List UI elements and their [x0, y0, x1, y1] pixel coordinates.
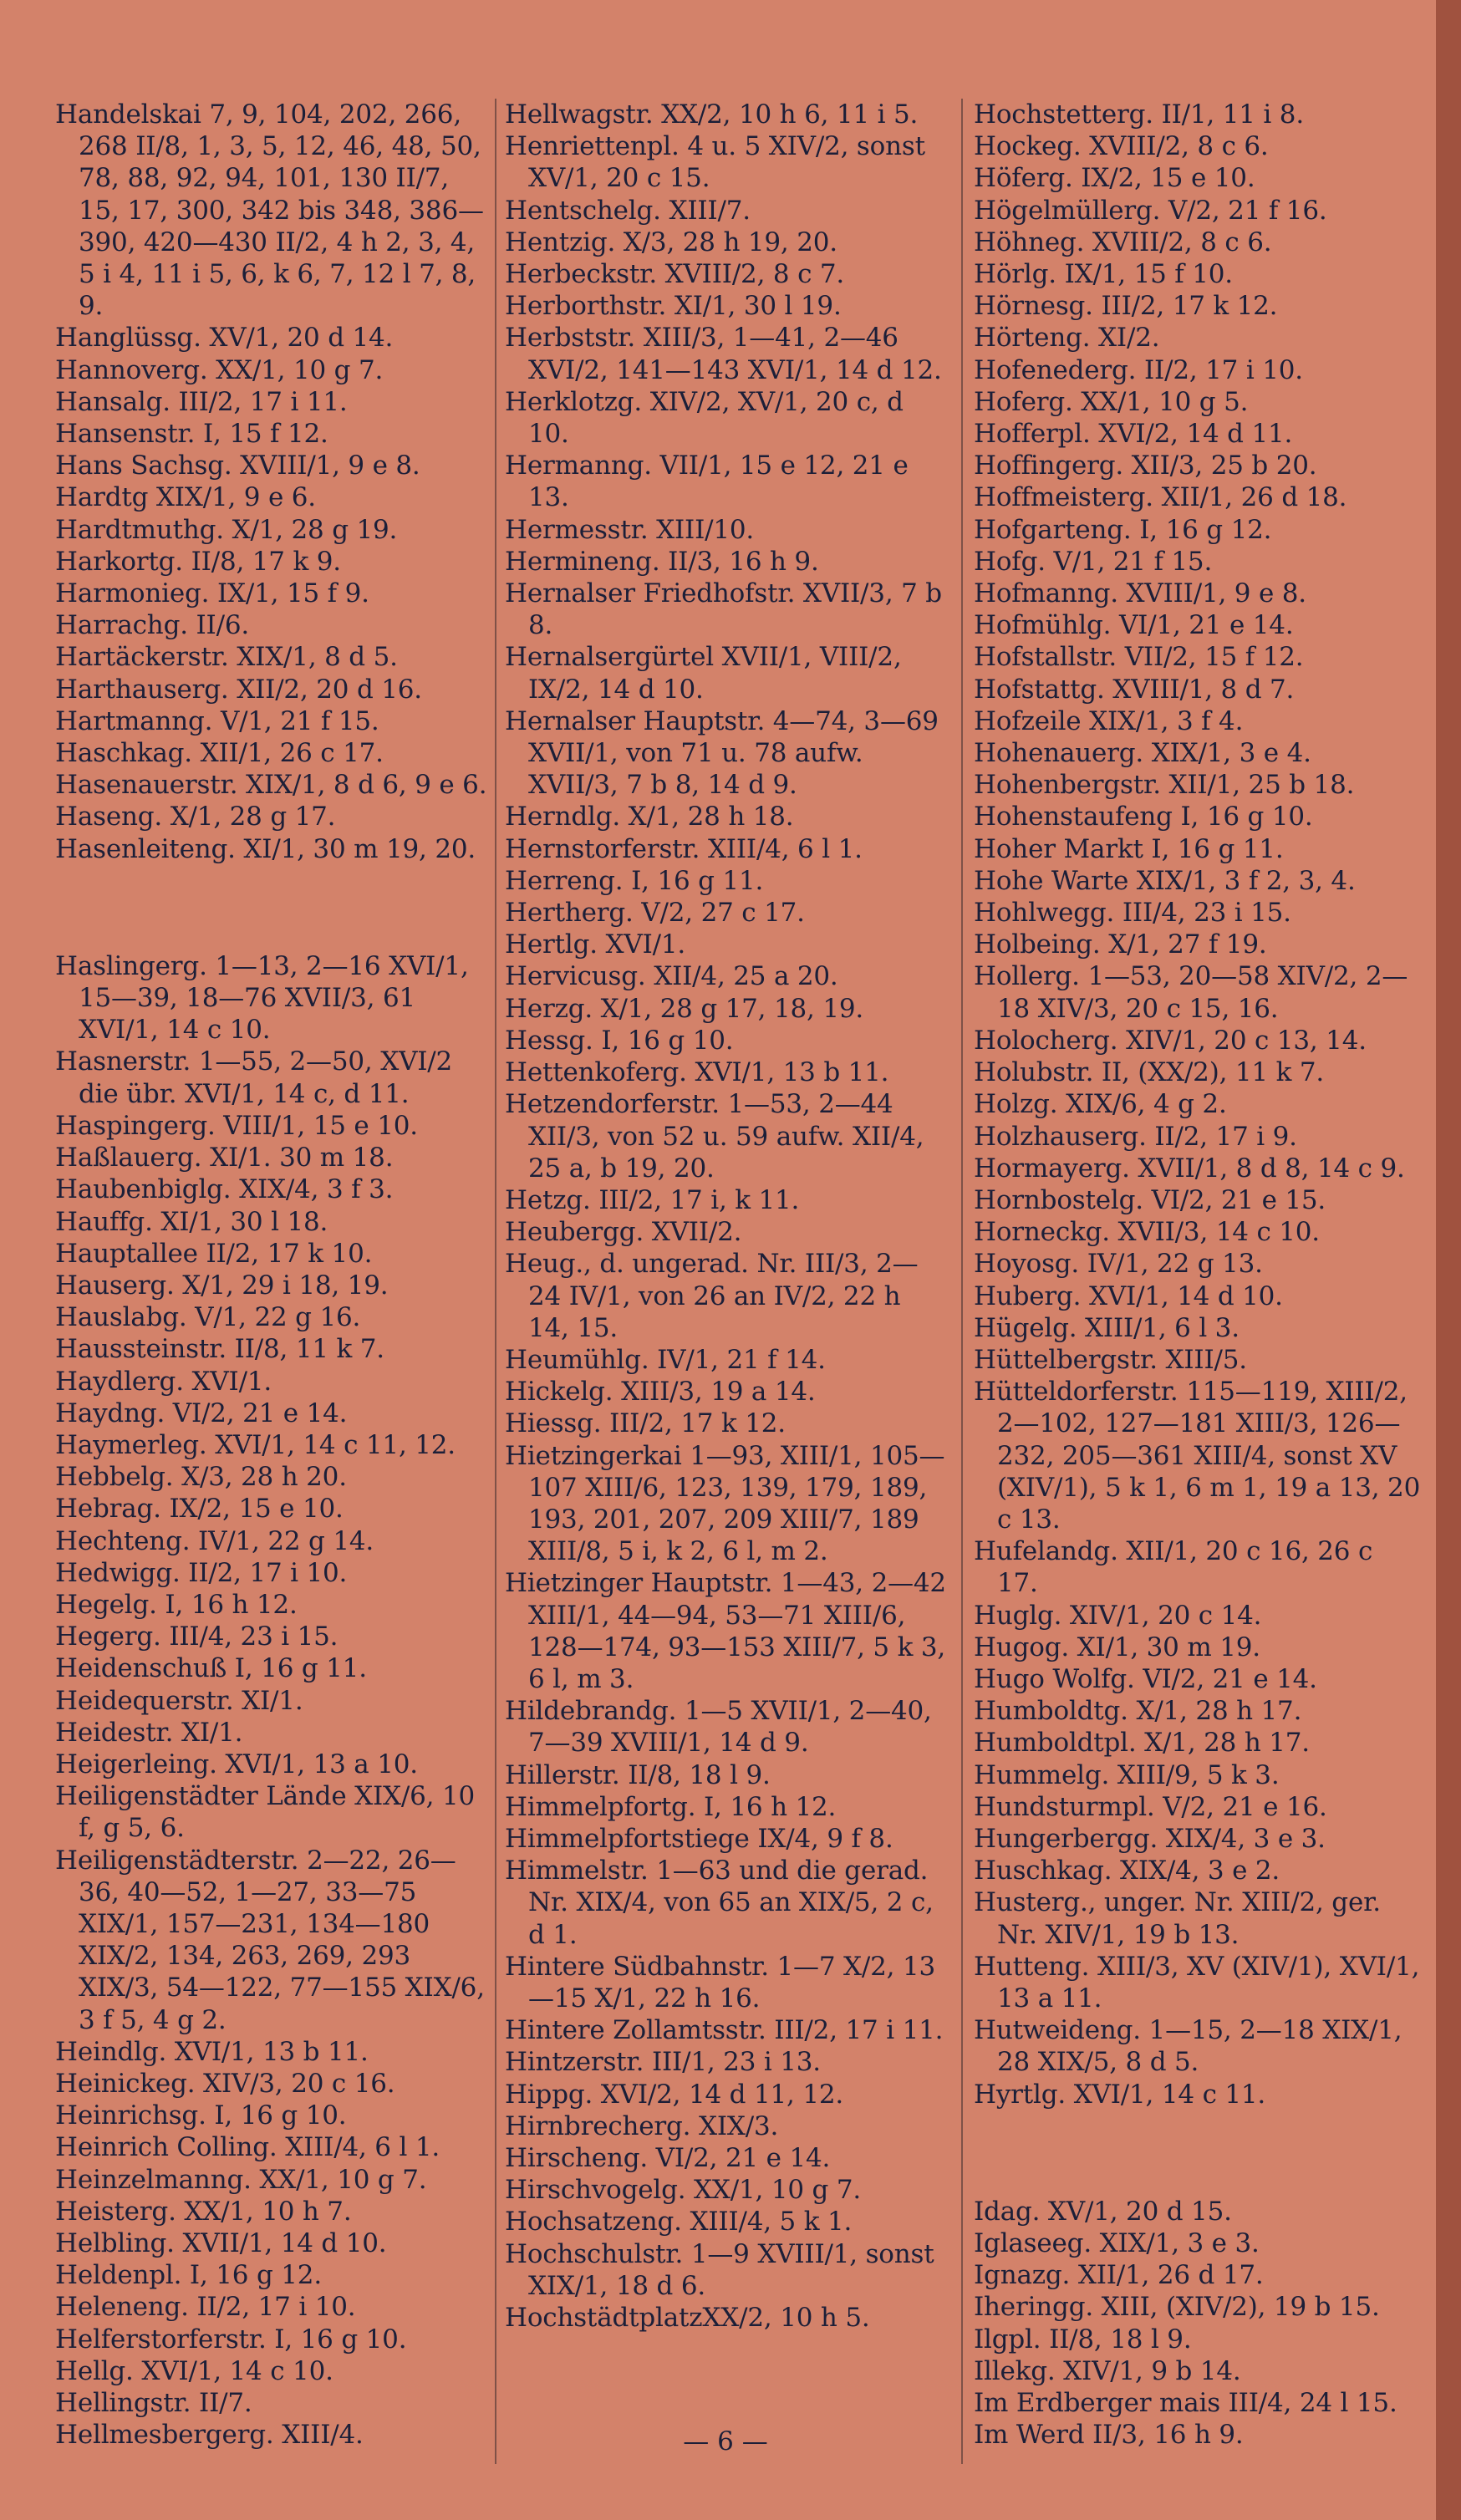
street-entry: Hentzig. X/3, 28 h 19, 20. [505, 227, 837, 257]
street-entry: Hardtg XIX/1, 9 e 6. [55, 482, 316, 513]
street-entry: Hechteng. IV/1, 22 g 14. [55, 1525, 374, 1556]
street-entry: Haymerleg. XVI/1, 14 c 11, 12. [55, 1429, 456, 1460]
street-entry: Hohe Warte XIX/1, 3 f 2, 3, 4. [974, 865, 1356, 896]
street-entry: Heug., d. ungerad. Nr. III/3, 2—24 IV/1, von 26 an IV/2, 22 h 14, 15. [505, 1249, 919, 1343]
street-entry: Heubergg. XVII/2. [505, 1217, 742, 1248]
street-entry: Hirschvogelg. XX/1, 10 g 7. [505, 2175, 862, 2206]
street-entry: Iheringg. XIII, (XIV/2), 19 b 15. [974, 2292, 1380, 2323]
street-entry: Hofstallstr. VII/2, 15 f 12. [974, 642, 1304, 673]
street-entry: Haydng. VI/2, 21 e 14. [55, 1397, 348, 1428]
street-entry: Hickelg. XIII/3, 19 a 14. [505, 1377, 816, 1408]
street-entry: Idag. XV/1, 20 d 15. [974, 2196, 1232, 2227]
street-entry: Huglg. XIV/1, 20 c 14. [974, 1600, 1262, 1631]
street-entry: Haschkag. XII/1, 26 c 17. [55, 738, 384, 769]
street-entry: Hohlwegg. III/4, 23 i 15. [974, 898, 1291, 929]
street-entry: Hartäckerstr. XIX/1, 8 d 5. [55, 642, 398, 673]
street-entry: Hermanng. VII/1, 15 e 12, 21 e 13. [505, 451, 909, 513]
street-entry: Hermineng. II/3, 16 h 9. [505, 546, 819, 577]
street-entry: Hellingstr. II/7. [55, 2388, 252, 2419]
street-entry: Hohenstaufeng I, 16 g 10. [974, 802, 1313, 832]
street-entry: Herborthstr. XI/1, 30 l 19. [505, 291, 842, 322]
page-edge [1436, 0, 1461, 2520]
street-entry: Hauslabg. V/1, 22 g 16. [55, 1302, 361, 1333]
street-entry: Hutweideng. 1—15, 2—18 XIX/1, 28 XIX/5, 8 d 5. [974, 2015, 1402, 2078]
street-index-column-2 [505, 99, 946, 2334]
street-entry: Hirscheng. VI/2, 21 e 14. [505, 2143, 831, 2173]
section-gap [974, 2136, 1421, 2170]
street-entry: Hintzerstr. III/1, 23 i 13. [505, 2047, 821, 2078]
street-entry: Hüttelbergstr. XIII/5. [974, 1344, 1247, 1375]
street-entry: Hernalser Friedhofstr. XVII/3, 7 b 8. [505, 578, 942, 641]
street-entry: Hanglüssg. XV/1, 20 d 14. [55, 323, 394, 354]
street-entry: Heinzelmanng. XX/1, 10 g 7. [55, 2164, 427, 2195]
street-entry: Hernalser Hauptstr. 4—74, 3—69 XVII/1, von 71 u. 78 aufw. XVII/3, 7 b 8, 14 d 9. [505, 705, 939, 801]
street-entry: Hildebrandg. 1—5 XVII/1, 2—40, 7—39 XVIII/1, 14 d 9. [505, 1696, 932, 1759]
street-entry: Harthauserg. XII/2, 20 d 16. [55, 674, 422, 705]
street-entry: Hippg. XVI/2, 14 d 11, 12. [505, 2079, 844, 2110]
street-entry: Heidenschuß I, 16 g 11. [55, 1653, 367, 1684]
street-entry: Herbeckstr. XVIII/2, 8 c 7. [505, 259, 845, 290]
street-entry: Hessg. I, 16 g 10. [505, 1025, 734, 1056]
street-entry: Haydlerg. XVI/1. [55, 1366, 272, 1397]
street-entry: Humboldtpl. X/1, 28 h 17. [974, 1728, 1310, 1759]
street-entry: Handelskai 7, 9, 104, 202, 266, 268 II/8, 1, 3, 5, 12, 46, 48, 50, 78, 88, 92, 94, 101, 130 II/7, 15, 17, 300, 342 bis 348, 386—390, 420—430 II/2, 4 h 2, 3, 4, 5 i 4, 11 i 5, 6, k 6, 7, 12 l 7, 8, 9. [55, 99, 484, 322]
street-entry: Husterg., unger. Nr. XIII/2, ger. Nr. XIV/1, 19 b 13. [974, 1887, 1381, 1950]
street-entry: Heiligenstädter Lände XIX/6, 10 f, g 5, 6. [55, 1781, 476, 1844]
street-entry: Hofmühlg. VI/1, 21 e 14. [974, 610, 1294, 641]
street-entry: Hohenauerg. XIX/1, 3 e 4. [974, 738, 1311, 769]
street-entry: Hellg. XVI/1, 14 c 10. [55, 2355, 333, 2386]
street-entry: Hugo Wolfg. VI/2, 21 e 14. [974, 1663, 1317, 1694]
street-entry: Hervicusg. XII/4, 25 a 20. [505, 961, 838, 992]
street-entry: Hufelandg. XII/1, 20 c 16, 26 c 17. [974, 1536, 1373, 1599]
street-entry: Hyrtlg. XVI/1, 14 c 11. [974, 2079, 1266, 2110]
street-entry: Hettenkoferg. XVI/1, 13 b 11. [505, 1057, 889, 1088]
street-entry: Im Erdberger mais III/4, 24 l 15. [974, 2388, 1397, 2419]
street-entry: Hartmanng. V/1, 21 f 15. [55, 705, 379, 736]
street-entry: Hasnerstr. 1—55, 2—50, XVI/2 die übr. XVI/1, 14 c, d 11. [55, 1046, 453, 1109]
street-entry: Harmonieg. IX/1, 15 f 9. [55, 578, 369, 609]
street-entry: Hertlg. XVI/1. [505, 929, 686, 960]
street-entry: Holzhauserg. II/2, 17 i 9. [974, 1121, 1297, 1152]
street-entry: Hutteng. XIII/3, XV (XIV/1), XVI/1, 13 a 11. [974, 1951, 1420, 2013]
street-entry: Hernstorferstr. XIII/4, 6 l 1. [505, 833, 863, 864]
street-entry: Hofstattg. XVIII/1, 8 d 7. [974, 674, 1295, 705]
street-entry: Hochstetterg. II/1, 11 i 8. [974, 99, 1304, 130]
street-entry: Heidequerstr. XI/1. [55, 1685, 303, 1716]
street-entry: Heldenpl. I, 16 g 12. [55, 2260, 322, 2291]
street-entry: Hügelg. XIII/1, 6 l 3. [974, 1312, 1240, 1343]
street-entry: Himmelpfortg. I, 16 h 12. [505, 1791, 837, 1822]
street-entry: Hütteldorferstr. 115—119, XIII/2, 2—102, 127—181 XIII/3, 126—232, 205—361 XIII/4, sonst XV (XIV/1), 5 k 1, 6 m 1, 19 a 13, 20 c 13. [974, 1377, 1421, 1535]
street-entry: Ignazg. XII/1, 26 d 17. [974, 2260, 1264, 2291]
street-entry: Himmelpfortstiege IX/4, 9 f 8. [505, 1823, 893, 1854]
page-number: — 6 — [683, 2426, 768, 2456]
street-entry: Hungerbergg. XIX/4, 3 e 3. [974, 1823, 1326, 1854]
street-entry: Hintere Südbahnstr. 1—7 X/2, 13—15 X/1, 22 h 16. [505, 1951, 936, 2013]
column-rule [495, 99, 496, 2464]
street-entry: Herbststr. XIII/3, 1—41, 2—46 XVI/2, 141—143 XVI/1, 14 d 12. [505, 323, 942, 385]
street-entry: Huschkag. XIX/4, 3 e 2. [974, 1856, 1280, 1886]
street-entry: Hoher Markt I, 16 g 11. [974, 833, 1284, 864]
street-entry: Hochschulstr. 1—9 XVIII/1, sonst XIX/1, 18 d 6. [505, 2238, 934, 2301]
street-entry: HochstädtplatzXX/2, 10 h 5. [505, 2303, 870, 2334]
street-entry: Hoffmeisterg. XII/1, 26 d 18. [974, 482, 1347, 513]
street-entry: Hellwagstr. XX/2, 10 h 6, 11 i 5. [505, 99, 919, 130]
street-entry: Hietzingerkai 1—93, XIII/1, 105—107 XIII/6, 123, 139, 179, 189, 193, 201, 207, 209 XIII/7, 189 XIII/8, 5 i, k 2, 6 l, m 2. [505, 1440, 945, 1567]
street-entry: Hoffingerg. XII/3, 25 b 20. [974, 451, 1317, 481]
street-entry: Holzg. XIX/6, 4 g 2. [974, 1089, 1227, 1120]
street-entry: Hertherg. V/2, 27 c 17. [505, 898, 805, 929]
street-entry: Hintere Zollamtsstr. III/2, 17 i 11. [505, 2015, 944, 2046]
street-entry: Harrachg. II/6. [55, 610, 250, 641]
street-entry: Hauffg. XI/1, 30 l 18. [55, 1206, 328, 1237]
street-entry: Hentschelg. XIII/7. [505, 195, 751, 226]
street-entry: Hermesstr. XIII/10. [505, 514, 755, 545]
street-entry: Helbling. XVII/1, 14 d 10. [55, 2228, 387, 2258]
street-entry: Henriettenpl. 4 u. 5 XIV/2, sonst XV/1, 20 c 15. [505, 131, 925, 194]
street-entry: Humboldtg. X/1, 28 h 17. [974, 1696, 1302, 1727]
street-entry: Haseng. X/1, 28 g 17. [55, 802, 336, 832]
street-entry: Hauptallee II/2, 17 k 10. [55, 1238, 373, 1269]
street-entry: Heindlg. XVI/1, 13 b 11. [55, 2036, 369, 2067]
street-entry: Höferg. IX/2, 15 e 10. [974, 163, 1255, 194]
street-entry: Helferstorferstr. I, 16 g 10. [55, 2324, 407, 2355]
street-entry: Harkortg. II/8, 17 k 9. [55, 546, 341, 577]
street-entry: Herklotzg. XIV/2, XV/1, 20 c, d 10. [505, 386, 904, 450]
street-entry: Herreng. I, 16 g 11. [505, 865, 764, 896]
street-entry: Hernalsergürtel XVII/1, VIII/2, IX/2, 14 d 10. [505, 642, 902, 705]
street-entry: Hofg. V/1, 21 f 15. [974, 546, 1213, 577]
street-entry: Heumühlg. IV/1, 21 f 14. [505, 1344, 826, 1375]
street-entry: Hasenauerstr. XIX/1, 8 d 6, 9 e 6. [55, 770, 487, 801]
street-entry: Herzg. X/1, 28 g 17, 18, 19. [505, 993, 864, 1024]
street-entry: Hauserg. X/1, 29 i 18, 19. [55, 1270, 389, 1301]
street-entry: Hofmanng. XVIII/1, 9 e 8. [974, 578, 1306, 609]
column-rule [961, 99, 963, 2464]
street-entry: Hoferg. XX/1, 10 g 5. [974, 386, 1249, 417]
street-entry: Hoyosg. IV/1, 22 g 13. [974, 1249, 1263, 1280]
street-index-column-1 [55, 99, 488, 2451]
street-entry: Ilgpl. II/8, 18 l 9. [974, 2324, 1192, 2355]
street-entry: Haspingerg. VIII/1, 15 e 10. [55, 1110, 418, 1141]
street-entry: Hasenleiteng. XI/1, 30 m 19, 20. [55, 833, 476, 864]
street-entry: Haubenbiglg. XIX/4, 3 f 3. [55, 1174, 394, 1205]
street-entry: Hedwigg. II/2, 17 i 10. [55, 1557, 348, 1588]
street-entry: Hofenederg. II/2, 17 i 10. [974, 354, 1303, 385]
street-entry: Hellmesbergerg. XIII/4. [55, 2420, 364, 2451]
street-entry: Hillerstr. II/8, 18 l 9. [505, 1759, 771, 1790]
street-entry: Hiessg. III/2, 17 k 12. [505, 1408, 786, 1439]
street-entry: Hugog. XI/1, 30 m 19. [974, 1632, 1260, 1662]
street-entry: Hannoverg. XX/1, 10 g 7. [55, 354, 384, 385]
street-entry: Hormayerg. XVII/1, 8 d 8, 14 c 9. [974, 1153, 1405, 1184]
street-entry: Holocherg. XIV/1, 20 c 13, 14. [974, 1025, 1367, 1056]
street-entry: Hans Sachsg. XVIII/1, 9 e 8. [55, 451, 420, 481]
street-entry: Hofgarteng. I, 16 g 12. [974, 514, 1272, 545]
street-entry: Heinrich Colling. XIII/4, 6 l 1. [55, 2132, 440, 2163]
street-entry: Heiligenstädterstr. 2—22, 26—36, 40—52, 1—27, 33—75 XIX/1, 157—231, 134—180 XIX/2, 134, 263, 269, 293 XIX/3, 54—122, 77—155 XIX/6, 3 f 5, 4 g 2. [55, 1845, 485, 2035]
street-entry: Hegerg. III/4, 23 i 15. [55, 1621, 339, 1652]
street-entry: Hörnesg. III/2, 17 k 12. [974, 291, 1278, 322]
street-entry: Hornbostelg. VI/2, 21 e 15. [974, 1184, 1326, 1215]
street-entry: Hebbelg. X/3, 28 h 20. [55, 1462, 347, 1493]
street-entry: Heidestr. XI/1. [55, 1717, 243, 1748]
street-entry: Iglaseeg. XIX/1, 3 e 3. [974, 2228, 1260, 2258]
street-entry: Heisterg. XX/1, 10 h 7. [55, 2196, 352, 2227]
street-entry: Heigerleing. XVI/1, 13 a 10. [55, 1749, 418, 1779]
street-entry: Heinrichsg. I, 16 g 10. [55, 2100, 347, 2131]
street-entry: Hirnbrecherg. XIX/3. [505, 2110, 779, 2141]
street-entry: Högelmüllerg. V/2, 21 f 16. [974, 195, 1327, 226]
street-entry: Hietzinger Hauptstr. 1—43, 2—42 XIII/1, 44—94, 53—71 XIII/6, 128—174, 93—153 XIII/7, 5 k 3, 6 l, m 3. [505, 1568, 946, 1694]
street-entry: Hörteng. XI/2. [974, 323, 1160, 354]
street-entry: Hockeg. XVIII/2, 8 c 6. [974, 131, 1269, 162]
street-entry: Hofferpl. XVI/2, 14 d 11. [974, 419, 1293, 450]
street-entry: Hardtmuthg. X/1, 28 g 19. [55, 514, 398, 545]
street-entry: Hetzg. III/2, 17 i, k 11. [505, 1184, 800, 1215]
street-entry: Hegelg. I, 16 h 12. [55, 1589, 298, 1620]
street-entry: Hansenstr. I, 15 f 12. [55, 419, 328, 450]
street-entry: Im Werd II/3, 16 h 9. [974, 2420, 1244, 2451]
street-entry: Hebrag. IX/2, 15 e 10. [55, 1494, 344, 1525]
street-entry: Horneckg. XVII/3, 14 c 10. [974, 1217, 1320, 1248]
street-entry: Hochsatzeng. XIII/4, 5 k 1. [505, 2207, 853, 2237]
street-entry: Huberg. XVI/1, 14 d 10. [974, 1280, 1283, 1311]
street-index-column-3 [974, 99, 1421, 2451]
street-entry: Hofzeile XIX/1, 3 f 4. [974, 705, 1244, 736]
street-entry: Holubstr. II, (XX/2), 11 k 7. [974, 1057, 1325, 1088]
section-gap [55, 891, 488, 924]
street-entry: Höhneg. XVIII/2, 8 c 6. [974, 227, 1272, 257]
street-entry: Heleneng. II/2, 17 i 10. [55, 2292, 356, 2323]
street-entry: Hörlg. IX/1, 15 f 10. [974, 259, 1233, 290]
street-entry: Hetzendorferstr. 1—53, 2—44 XII/3, von 52 u. 59 aufw. XII/4, 25 a, b 19, 20. [505, 1089, 924, 1184]
street-entry: Hollerg. 1—53, 20—58 XIV/2, 2—18 XIV/3, 20 c 15, 16. [974, 961, 1408, 1024]
street-entry: Hansalg. III/2, 17 i 11. [55, 386, 348, 417]
street-entry: Haussteinstr. II/8, 11 k 7. [55, 1334, 384, 1365]
street-entry: Hundsturmpl. V/2, 21 e 16. [974, 1791, 1327, 1822]
street-entry: Hohenbergstr. XII/1, 25 b 18. [974, 770, 1355, 801]
street-entry: Illekg. XIV/1, 9 b 14. [974, 2355, 1241, 2386]
street-entry: Holbeing. X/1, 27 f 19. [974, 929, 1267, 960]
street-entry: Haslingerg. 1—13, 2—16 XVI/1, 15—39, 18—76 XVII/3, 61 XVI/1, 14 c 10. [55, 950, 469, 1046]
street-entry: Himmelstr. 1—63 und die gerad. Nr. XIX/4, von 65 an XIX/5, 2 c, d 1. [505, 1856, 934, 1950]
street-entry: Herndlg. X/1, 28 h 18. [505, 802, 794, 832]
street-entry: Hummelg. XIII/9, 5 k 3. [974, 1759, 1280, 1790]
street-entry: Haßlauerg. XI/1. 30 m 18. [55, 1143, 394, 1173]
street-entry: Heinickeg. XIV/3, 20 c 16. [55, 2068, 395, 2099]
